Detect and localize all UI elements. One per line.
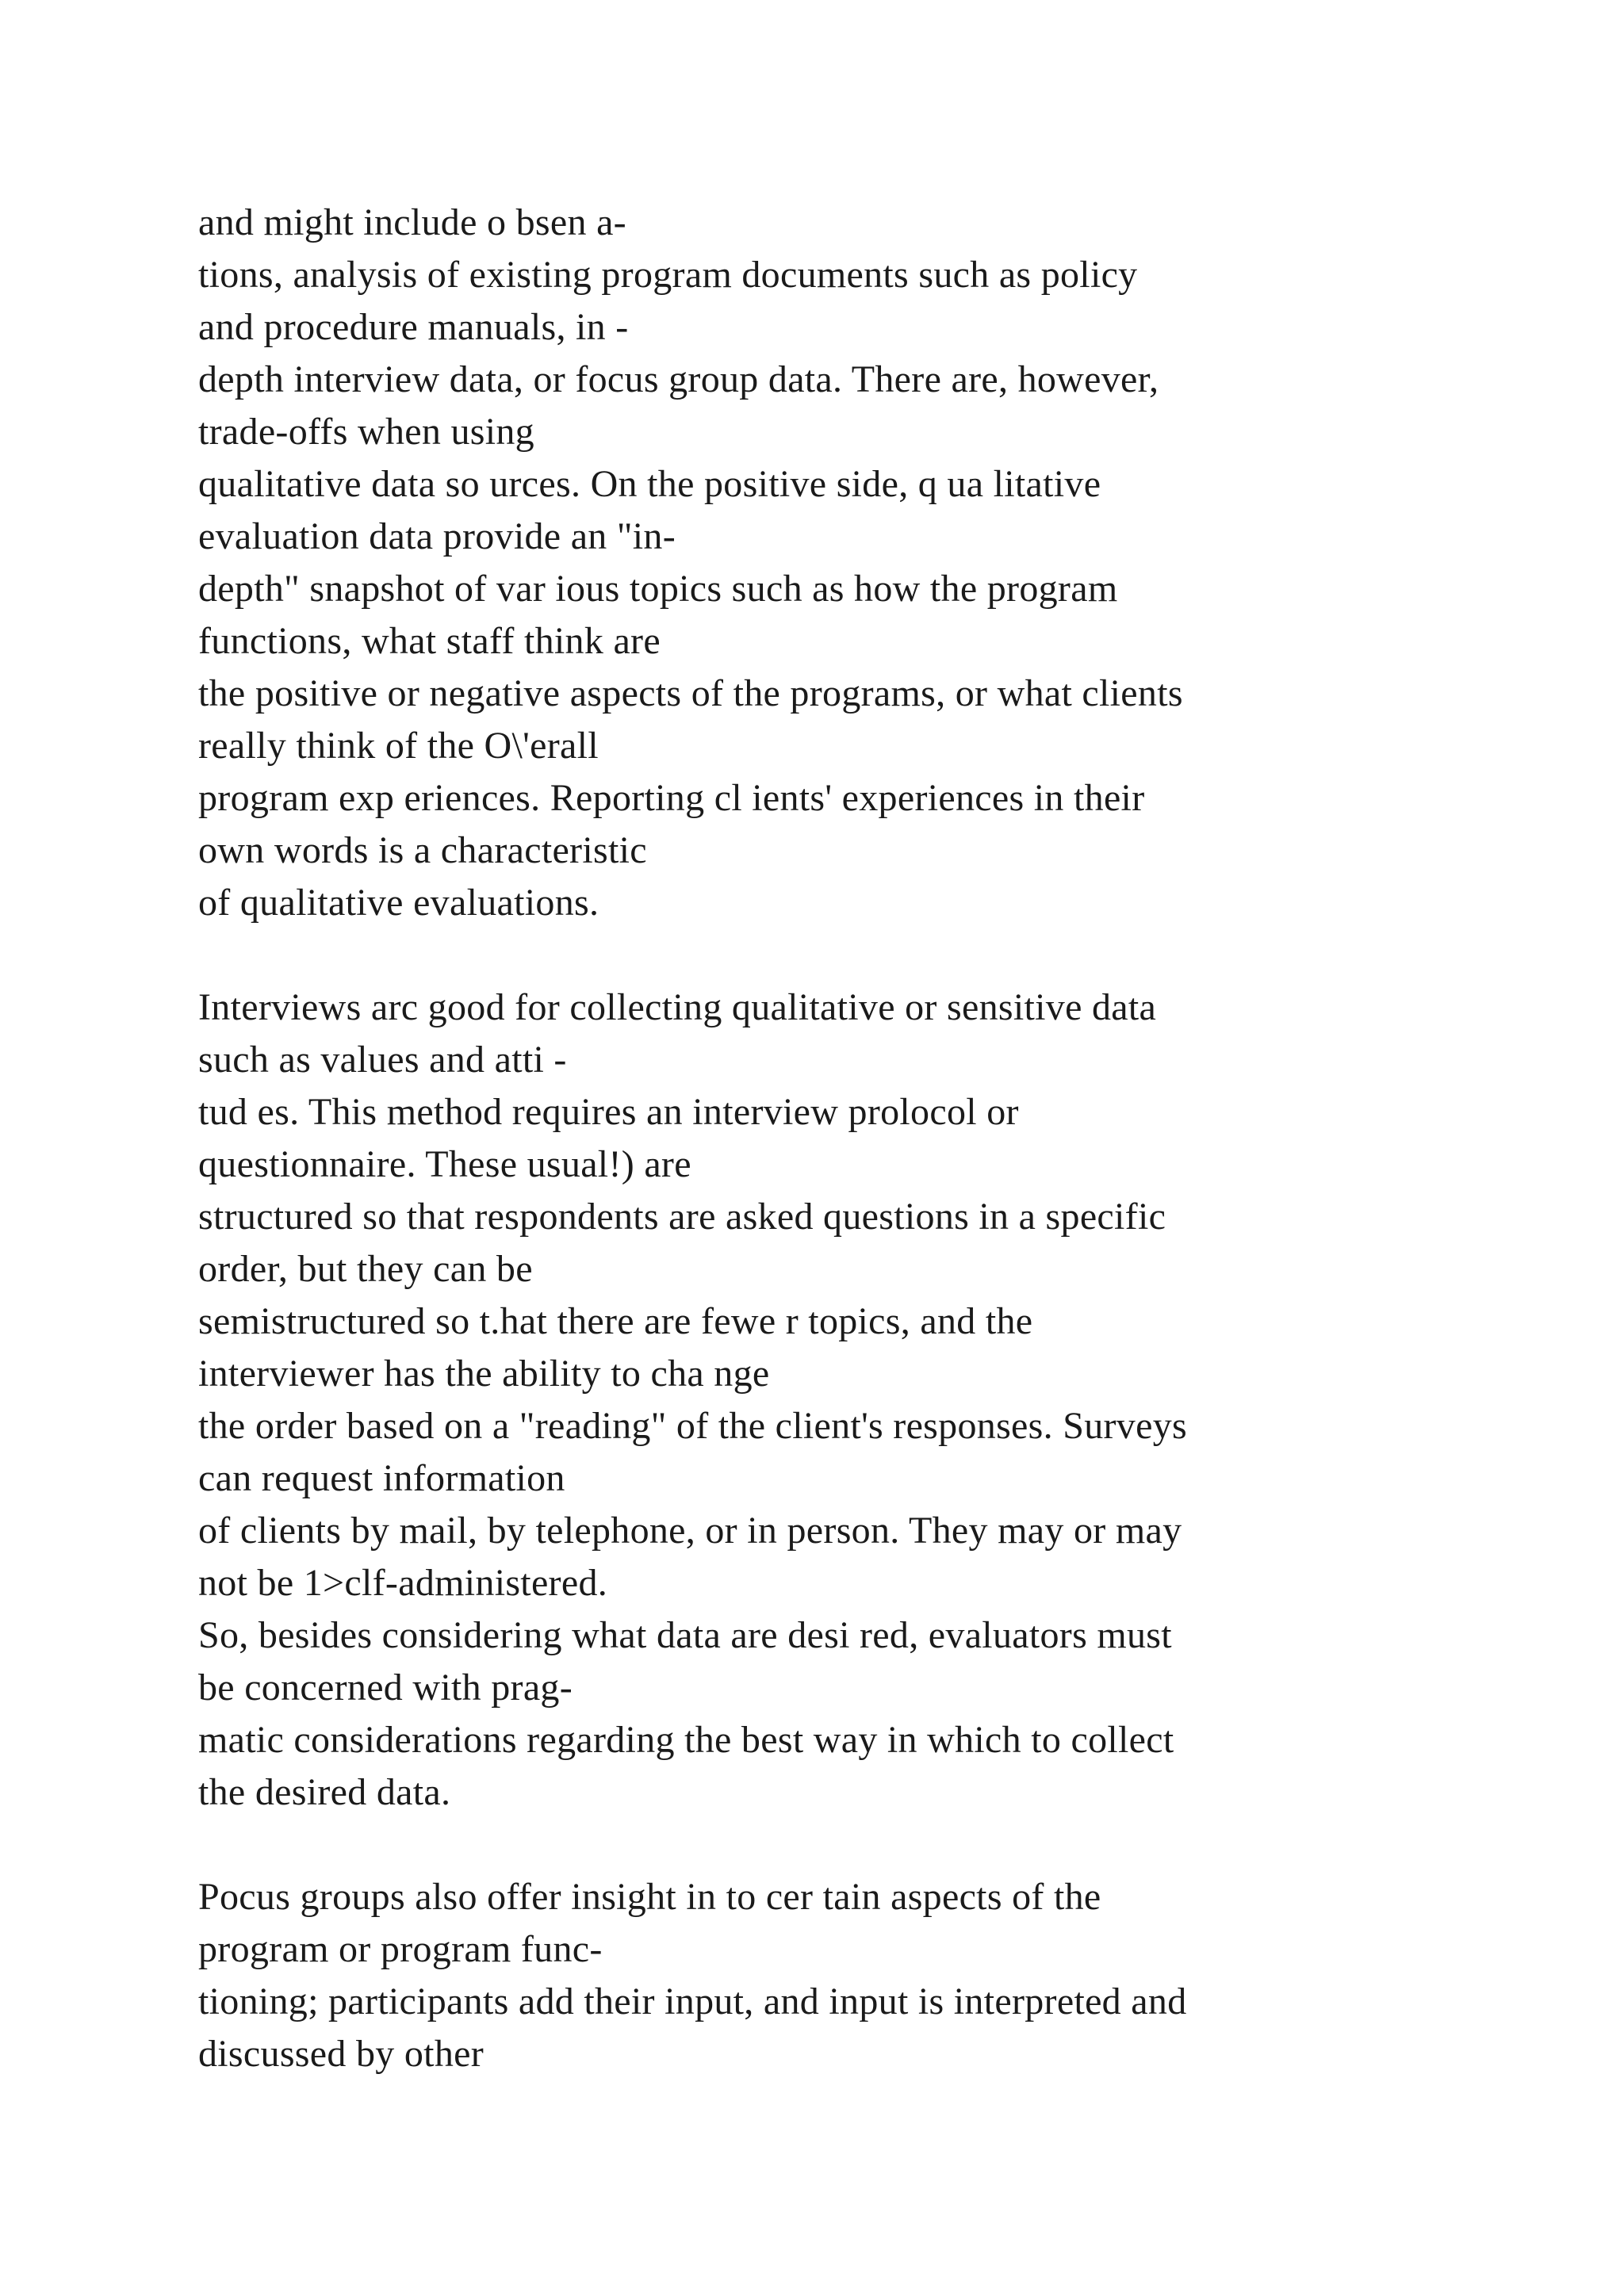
text-line: Pocus groups also offer insight in to cer tain aspects of the [198, 1876, 1101, 1918]
text-line: tions, analysis of existing program documents such as policy [198, 254, 1138, 296]
paragraph-3 [198, 1871, 1546, 2080]
text-line: semistructured so t.hat there are fewe r topics, and the [198, 1300, 1033, 1342]
text-line: of clients by mail, by telephone, or in person. They may or may [198, 1510, 1182, 1552]
text-line: and might include o bsen a- [198, 201, 626, 243]
text-line: questionnaire. These usual!) are [198, 1143, 691, 1185]
text-line: discussed by other [198, 2033, 485, 2075]
text-line: the positive or negative aspects of the programs, or what clients [198, 672, 1183, 714]
text-line: tioning; participants add their input, and input is interpreted and [198, 1980, 1187, 2022]
paragraph-gap [198, 929, 1546, 982]
text-line: can request information [198, 1457, 565, 1499]
text-line: such as values and atti - [198, 1039, 567, 1081]
text-line: program exp eriences. Reporting cl ients' experiences in their [198, 777, 1145, 819]
text-line: the order based on a "reading" of the client's responses. Surveys [198, 1405, 1187, 1447]
text-line: program or program func- [198, 1928, 603, 1970]
text-line: of qualitative evaluations. [198, 882, 599, 924]
text-line: depth interview data, or focus group data. There are, however, [198, 358, 1159, 400]
paragraph-1 [198, 197, 1546, 929]
text-line: be concerned with prag- [198, 1667, 573, 1709]
text-line: depth" snapshot of var ious topics such as how the program [198, 568, 1118, 610]
text-line: trade-offs when using [198, 411, 534, 453]
text-line: So, besides considering what data are desi red, evaluators must [198, 1614, 1172, 1656]
text-line: qualitative data so urces. On the positive side, q ua litative [198, 463, 1101, 505]
paragraph-2 [198, 982, 1546, 1819]
body-text [198, 197, 1546, 2080]
text-line: interviewer has the ability to cha nge [198, 1353, 770, 1395]
text-line: own words is a characteristic [198, 829, 647, 871]
text-line: functions, what staff think are [198, 620, 661, 662]
text-line: matic considerations regarding the best way in which to collect [198, 1719, 1174, 1761]
paragraph-gap [198, 1819, 1546, 1871]
text-line: really think of the O\'erall [198, 725, 599, 767]
text-line: not be 1>clf-administered. [198, 1562, 608, 1604]
text-line: the desired data. [198, 1771, 451, 1813]
text-line: evaluation data provide an "in- [198, 515, 676, 557]
text-line: order, but they can be [198, 1248, 533, 1290]
text-line: tud es. This method requires an interview prolocol or [198, 1091, 1019, 1133]
text-line: structured so that respondents are asked questions in a specific [198, 1196, 1166, 1238]
text-line: and procedure manuals, in - [198, 306, 629, 348]
text-line: Interviews arc good for collecting qualitative or sensitive data [198, 986, 1157, 1028]
